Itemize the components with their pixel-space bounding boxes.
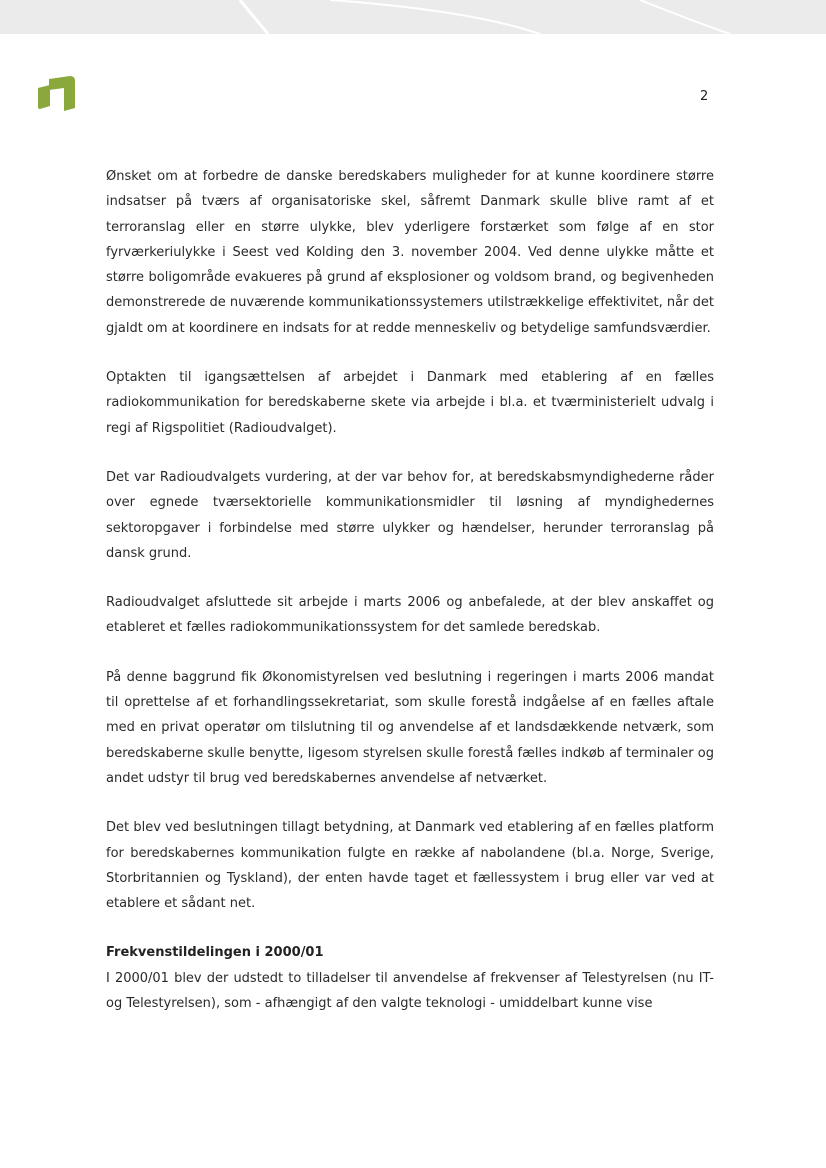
- paragraph: I 2000/01 blev der udstedt to tilladelser til anvendelse af frekvenser af Telestyrelsen (nu IT- og Telestyrelsen), som - afhængigt af den valgte teknologi - umiddelbart kunne vise: [106, 970, 714, 1012]
- paragraph: På denne baggrund fik Økonomistyrelsen ved beslutning i regeringen i marts 2006 mandat til oprettelse af et forhandlingssekretariat, som skulle forestå indgåelse af en fælles aftale med en privat operatør om tilslutning til og anvendelse af et landsdækkende netværk, som beredskaberne skulle benytte, ligesom styrelsen skulle forestå fælles indkøb af terminaler og andet udstyr til brug ved beredskabernes anvendelse af netværket.: [106, 669, 714, 786]
- paragraph: Det var Radioudvalgets vurdering, at der var behov for, at beredskabsmyndighederne råder over egnede tværsektorielle kommunikationsmidler til løsning af myndighedernes sektoropgaver i forbindelse med større ulykker og hændelser, herunder terroranslag på dansk grund.: [106, 469, 714, 561]
- paragraph: Radioudvalget afsluttede sit arbejde i marts 2006 og anbefalede, at der blev anskaffet og etableret et fælles radiokommunikationssystem for det samlede beredskab.: [106, 595, 714, 636]
- header-decoration: [0, 0, 826, 34]
- document-body: [106, 164, 714, 1016]
- paragraph: Optakten til igangsættelsen af arbejdet i Danmark med etablering af en fælles radiokommunikation for beredskaberne skete via arbejde i bl.a. et tværministerielt udvalg i regi af Rigspolitiet (Radioudvalget).: [106, 370, 714, 436]
- paragraph: Det blev ved beslutningen tillagt betydning, at Danmark ved etablering af en fælles platform for beredskabernes kommunikation fulgte en række af nabolandene (bl.a. Norge, Sverige, Storbritannien og Tyskland), der enten havde taget et fællessystem i brug eller var ved at etablere et sådant net.: [106, 820, 714, 912]
- brand-logo-icon: [36, 76, 78, 112]
- page-number: 2: [700, 89, 709, 104]
- section-heading: Frekvenstildelingen i 2000/01: [106, 945, 324, 961]
- header-band: [0, 0, 826, 34]
- paragraph: Ønsket om at forbedre de danske beredskabers muligheder for at kunne koordinere større indsatser på tværs af organisatoriske skel, såfremt Danmark skulle blive ramt af et terroranslag eller en større ulykke, blev yderligere forstærket som følge af en stor fyrværkeriulykke i Seest ved Kolding den 3. november 2004. Ved denne ulykke måtte et større boligområde evakueres på grund af eksplosioner og voldsom brand, og begivenheden demonstrerede de nuværende kommunikationssystemers utilstrækkelige effektivitet, når det gjaldt om at koordinere en indsats for at redde menneskeliv og betydelige samfundsværdier.: [106, 169, 714, 336]
